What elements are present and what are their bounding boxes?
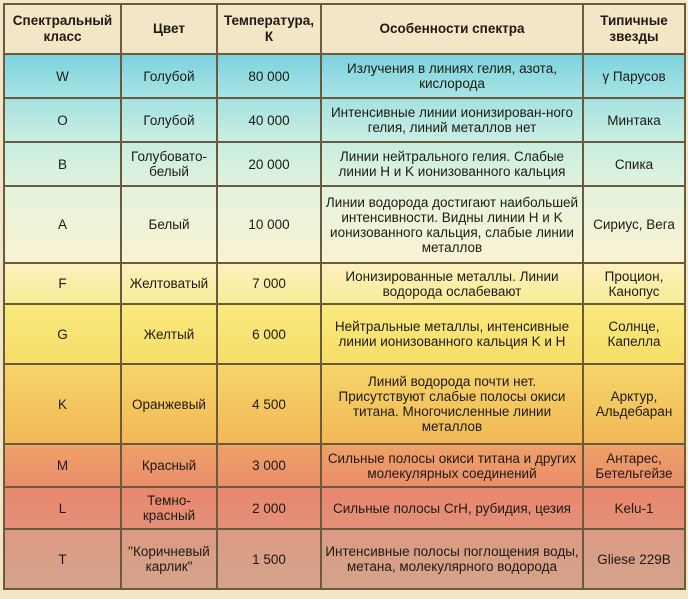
cell-temperature: 6 000 — [217, 304, 321, 364]
cell-temperature: 4 500 — [217, 364, 321, 444]
cell-color: Темно-красный — [121, 487, 217, 529]
table-row — [4, 444, 685, 487]
header-temperature: Температура, К — [217, 4, 321, 54]
cell-stars: Gliese 229B — [583, 529, 685, 589]
cell-stars: γ Парусов — [583, 54, 685, 98]
cell-color: Желтоватый — [121, 263, 217, 304]
cell-features: Сильные полосы окиси титана и других молекулярных соединений — [321, 444, 583, 487]
header-color: Цвет — [121, 4, 217, 54]
cell-class: M — [4, 444, 121, 487]
cell-class: F — [4, 263, 121, 304]
header-spectral-class: Спектральный класс — [4, 4, 121, 54]
table-row — [4, 304, 685, 364]
cell-temperature: 20 000 — [217, 142, 321, 186]
cell-features: Ионизированные металлы. Линии водорода ослабевают — [321, 263, 583, 304]
cell-temperature: 3 000 — [217, 444, 321, 487]
cell-stars: Арктур, Альдебаран — [583, 364, 685, 444]
cell-stars: Сириус, Вега — [583, 186, 685, 263]
cell-color: Оранжевый — [121, 364, 217, 444]
table-row — [4, 263, 685, 304]
cell-features: Излучения в линиях гелия, азота, кислорода — [321, 54, 583, 98]
table-row — [4, 364, 685, 444]
cell-temperature: 10 000 — [217, 186, 321, 263]
cell-temperature: 7 000 — [217, 263, 321, 304]
table-row — [4, 142, 685, 186]
cell-stars: Kelu-1 — [583, 487, 685, 529]
cell-temperature: 2 000 — [217, 487, 321, 529]
cell-class: K — [4, 364, 121, 444]
cell-stars: Спика — [583, 142, 685, 186]
cell-color: Красный — [121, 444, 217, 487]
cell-class: O — [4, 98, 121, 142]
table-row — [4, 54, 685, 98]
header-typical-stars: Типичные звезды — [583, 4, 685, 54]
table-row — [4, 98, 685, 142]
cell-stars: Минтака — [583, 98, 685, 142]
table-row — [4, 487, 685, 529]
cell-features: Сильные полосы CrH, рубидия, цезия — [321, 487, 583, 529]
cell-class: G — [4, 304, 121, 364]
cell-features: Интенсивные линии ионизирован-ного гелия, линий металлов нет — [321, 98, 583, 142]
cell-color: Желтый — [121, 304, 217, 364]
cell-stars: Процион, Канопус — [583, 263, 685, 304]
cell-stars: Антарес, Бетельгейзе — [583, 444, 685, 487]
cell-features: Нейтральные металлы, интенсивные линии ионизованного кальция K и H — [321, 304, 583, 364]
cell-class: A — [4, 186, 121, 263]
spectral-classes-table — [3, 3, 686, 590]
cell-temperature: 40 000 — [217, 98, 321, 142]
cell-color: Голубой — [121, 98, 217, 142]
cell-class: T — [4, 529, 121, 589]
cell-features: Интенсивные полосы поглощения воды, метана, молекулярного водорода — [321, 529, 583, 589]
cell-color: "Коричневый карлик" — [121, 529, 217, 589]
cell-color: Голубовато-белый — [121, 142, 217, 186]
table-row — [4, 529, 685, 589]
cell-temperature: 1 500 — [217, 529, 321, 589]
cell-class: B — [4, 142, 121, 186]
cell-color: Белый — [121, 186, 217, 263]
table-row — [4, 186, 685, 263]
cell-stars: Солнце, Капелла — [583, 304, 685, 364]
cell-features: Линии нейтрального гелия. Слабые линии H и K ионизованного кальция — [321, 142, 583, 186]
cell-features: Линии водорода достигают наибольшей интенсивности. Видны линии H и K ионизованного кальция, слабые линии металлов — [321, 186, 583, 263]
cell-features: Линий водорода почти нет. Присутствуют слабые полосы окиси титана. Многочисленные линии металлов — [321, 364, 583, 444]
table-header-row — [4, 4, 685, 54]
cell-color: Голубой — [121, 54, 217, 98]
header-spectrum-features: Особенности спектра — [321, 4, 583, 54]
cell-class: L — [4, 487, 121, 529]
cell-class: W — [4, 54, 121, 98]
cell-temperature: 80 000 — [217, 54, 321, 98]
